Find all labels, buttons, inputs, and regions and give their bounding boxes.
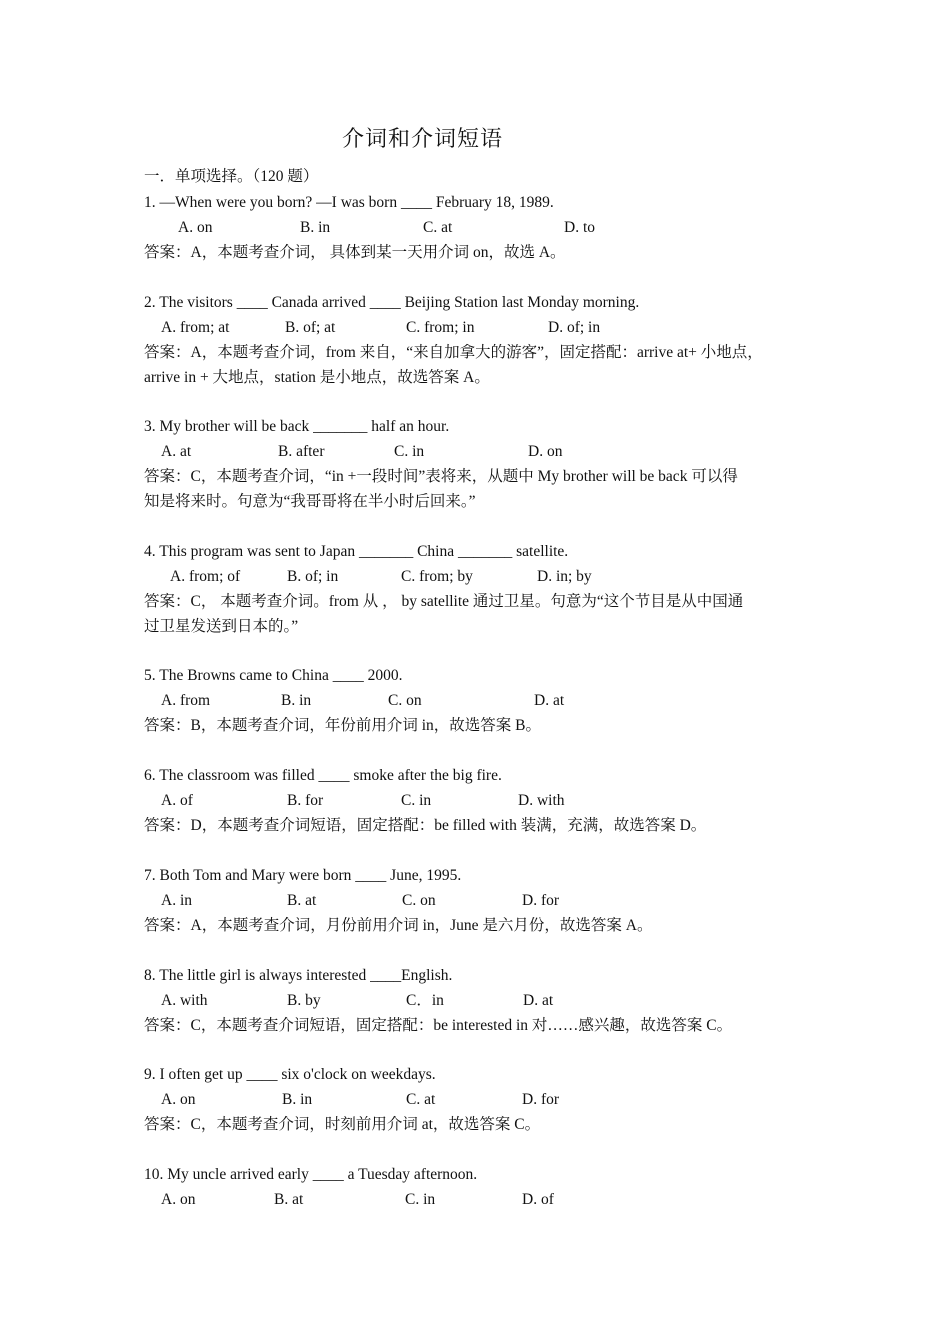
question-1-stem: 1. —When were you born? —I was born ____ February 18, 1989. (144, 194, 554, 211)
question-10-stem: 10. My uncle arrived early ____ a Tuesday afternoon. (144, 1166, 478, 1183)
question-1-option-b: B. in (300, 219, 331, 236)
question-1-option-a: A. on (178, 219, 213, 236)
question-2-option-b: B. of; at (285, 319, 336, 336)
question-8-option-c: C．in (406, 992, 444, 1009)
question-5-option-a: A. from (161, 692, 211, 709)
section-heading: 一．单项选择。（120 题） (144, 168, 319, 185)
question-6-option-c: C. in (401, 792, 432, 809)
question-2-option-a: A. from; at (161, 319, 230, 336)
question-7-option-a: A. in (161, 892, 192, 909)
question-6-option-a: A. of (161, 792, 193, 809)
question-9-option-c: C. at (406, 1091, 436, 1108)
question-1-answer: 答案：A，本题考查介词， 具体到某一天用介词 on，故选 A。 (144, 244, 566, 261)
question-3-answer-line-1: 答案：C，本题考查介词，“in +一段时间”表将来，从题中 My brother will be back 可以得 (144, 468, 738, 485)
question-3-stem: 3. My brother will be back _______ half an hour. (144, 418, 450, 435)
question-4-option-a: A. from; of (170, 568, 241, 585)
question-10-option-d: D. of (522, 1191, 554, 1208)
question-3-option-d: D. on (528, 443, 563, 460)
question-8-option-d: D. at (523, 992, 554, 1009)
question-9-answer: 答案：C，本题考查介词，时刻前用介词 at，故选答案 C。 (144, 1116, 541, 1133)
question-5-stem: 5. The Browns came to China ____ 2000. (144, 667, 403, 684)
question-4-answer-line-1: 答案：C， 本题考查介词。from 从 ， by satellite 通过卫星。句意为“这个节目是从中国通 (144, 593, 744, 610)
question-7-option-d: D. for (522, 892, 560, 909)
question-3-option-b: B. after (278, 443, 325, 460)
question-4-stem: 4. This program was sent to Japan _______ China _______ satellite. (144, 543, 569, 560)
question-10-option-b: B. at (274, 1191, 304, 1208)
question-4-option-c: C. from; by (401, 568, 473, 585)
question-4-option-b: B. of; in (287, 568, 339, 585)
question-8-stem: 8. The little girl is always interested ____English. (144, 967, 453, 984)
question-3-answer-line-2: 知是将来时。句意为“我哥哥将在半小时后回来。” (144, 493, 476, 510)
question-8-option-a: A. with (161, 992, 208, 1009)
question-10-option-a: A. on (161, 1191, 196, 1208)
question-3-option-a: A. at (161, 443, 192, 460)
question-5-option-c: C. on (388, 692, 422, 709)
question-9-option-a: A. on (161, 1091, 196, 1108)
question-8-answer: 答案：C，本题考查介词短语，固定搭配：be interested in 对……感兴趣，故选答案 C。 (144, 1017, 733, 1034)
question-6-option-b: B. for (287, 792, 324, 809)
question-2-option-d: D. of; in (548, 319, 601, 336)
question-4-answer-line-2: 过卫星发送到日本的。” (144, 618, 299, 635)
question-6-stem: 6. The classroom was filled ____ smoke after the big fire. (144, 767, 502, 784)
question-6-option-d: D. with (518, 792, 565, 809)
question-2-answer-line-2: arrive in + 大地点，station 是小地点，故选答案 A。 (144, 369, 490, 386)
question-9-option-b: B. in (282, 1091, 313, 1108)
question-9-stem: 9. I often get up ____ six o'clock on weekdays. (144, 1066, 436, 1083)
question-10-option-c: C. in (405, 1191, 436, 1208)
question-6-answer: 答案：D，本题考查介词短语，固定搭配：be filled with 装满，充满，故选答案 D。 (144, 817, 707, 834)
question-1-option-c: C. at (423, 219, 453, 236)
question-2-stem: 2. The visitors ____ Canada arrived ____ Beijing Station last Monday morning. (144, 294, 640, 311)
question-2-answer-line-1: 答案：A，本题考查介词，from 来自，“来自加拿大的游客”，固定搭配：arrive at+ 小地点， (144, 344, 763, 361)
question-5-option-b: B. in (281, 692, 312, 709)
question-7-option-c: C. on (402, 892, 436, 909)
question-4-option-d: D. in; by (537, 568, 592, 585)
question-2-option-c: C. from; in (406, 319, 475, 336)
question-5-option-d: D. at (534, 692, 565, 709)
question-7-stem: 7. Both Tom and Mary were born ____ June, 1995. (144, 867, 462, 884)
question-3-option-c: C. in (394, 443, 425, 460)
question-9-option-d: D. for (522, 1091, 560, 1108)
question-5-answer: 答案：B，本题考查介词，年份前用介词 in，故选答案 B。 (144, 717, 541, 734)
question-8-option-b: B. by (287, 992, 321, 1009)
question-1-option-d: D. to (564, 219, 595, 236)
question-7-answer: 答案：A，本题考查介词，月份前用介词 in，June 是六月份，故选答案 A。 (144, 917, 653, 934)
page-title: 介词和介词短语 (341, 126, 503, 151)
question-7-option-b: B. at (287, 892, 317, 909)
